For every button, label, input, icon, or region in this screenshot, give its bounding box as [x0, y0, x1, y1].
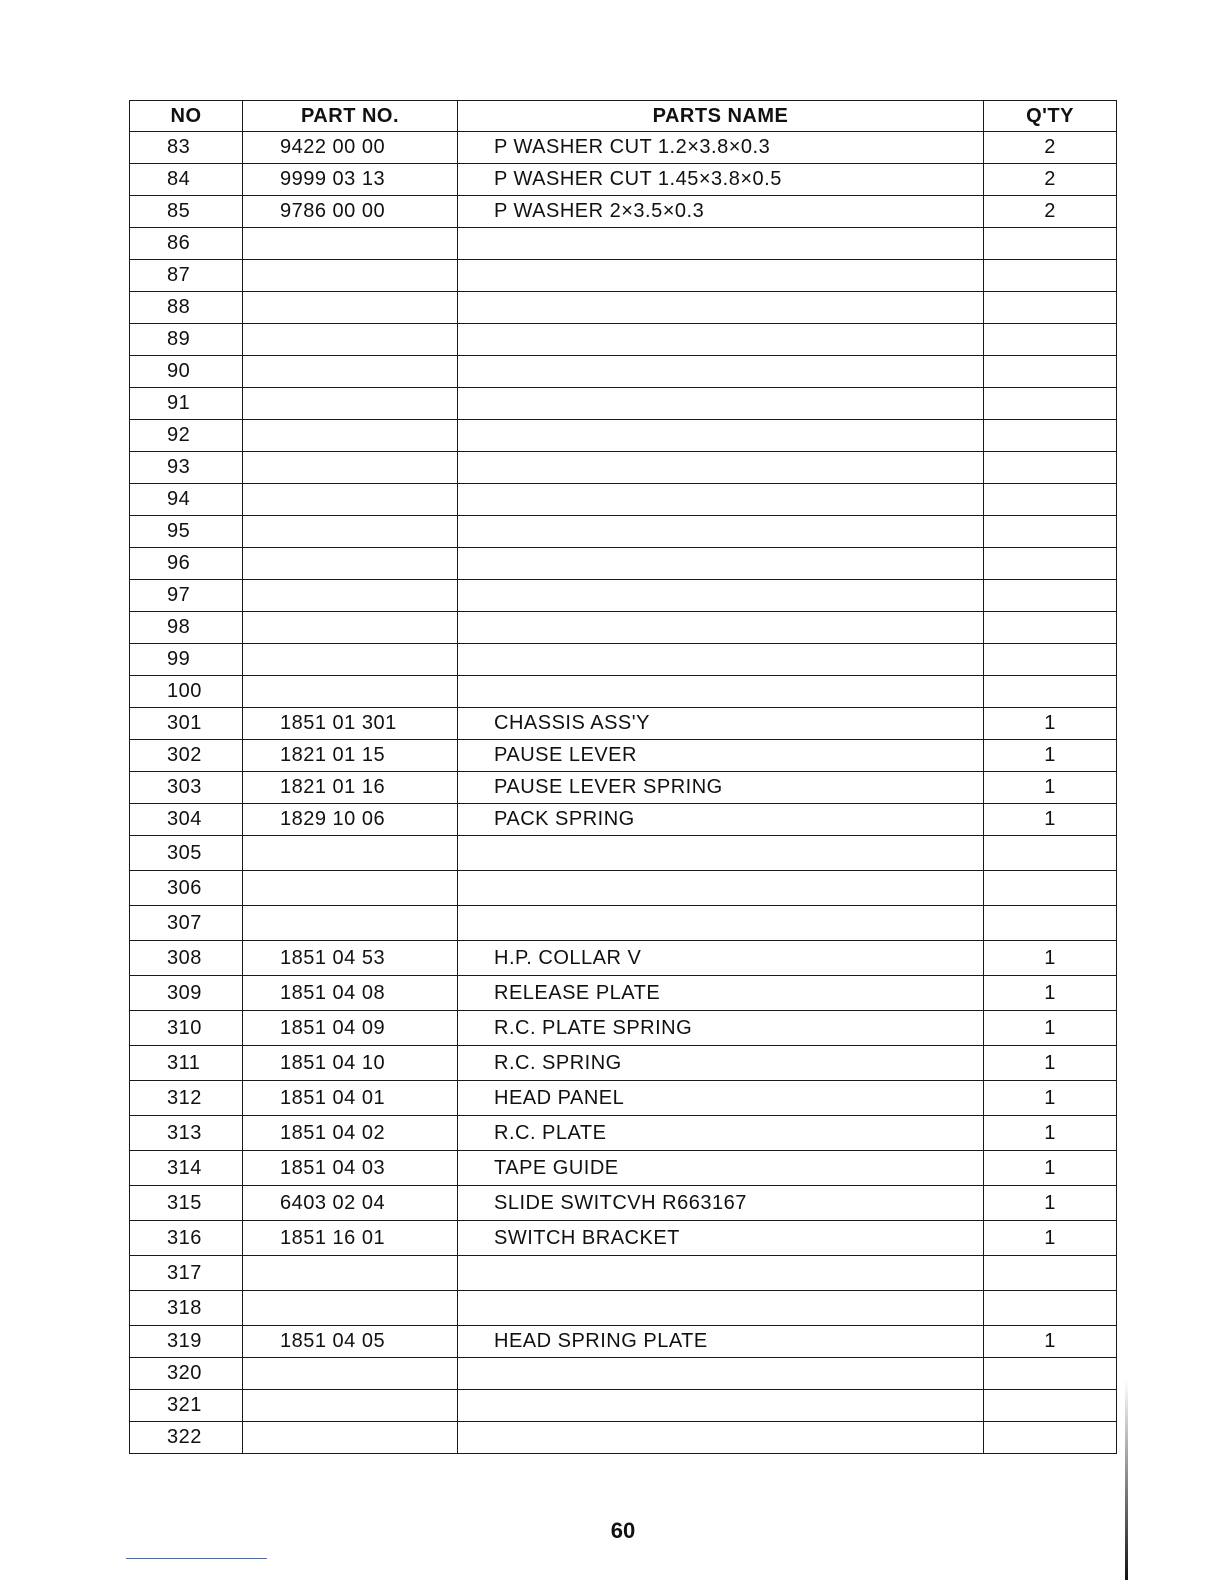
cell-qty: 1 [984, 1186, 1117, 1221]
cell-qty [984, 871, 1117, 906]
cell-qty: 2 [984, 164, 1117, 196]
cell-qty: 1 [984, 1221, 1117, 1256]
cell-part-no: 1851 01 301 [243, 708, 458, 740]
cell-parts-name [458, 484, 984, 516]
cell-part-no: 1821 01 15 [243, 740, 458, 772]
cell-parts-name: PACK SPRING [458, 804, 984, 836]
cell-parts-name [458, 871, 984, 906]
cell-parts-name [458, 906, 984, 941]
cell-part-no: 1851 04 02 [243, 1116, 458, 1151]
cell-part-no [243, 420, 458, 452]
cell-part-no [243, 1291, 458, 1326]
cell-qty [984, 1390, 1117, 1422]
cell-part-no [243, 1422, 458, 1454]
cell-part-no: 9786 00 00 [243, 196, 458, 228]
cell-qty: 1 [984, 976, 1117, 1011]
cell-parts-name: P WASHER CUT 1.45×3.8×0.5 [458, 164, 984, 196]
cell-qty [984, 548, 1117, 580]
footer-rule [126, 1558, 267, 1559]
cell-no: 91 [130, 388, 243, 420]
cell-parts-name [458, 548, 984, 580]
cell-parts-name [458, 612, 984, 644]
table-row [130, 804, 1117, 836]
cell-parts-name: TAPE GUIDE [458, 1151, 984, 1186]
table-row [130, 1422, 1117, 1454]
cell-qty [984, 324, 1117, 356]
table-row [130, 676, 1117, 708]
cell-part-no: 1829 10 06 [243, 804, 458, 836]
cell-no: 318 [130, 1291, 243, 1326]
cell-no: 95 [130, 516, 243, 548]
cell-parts-name: R.C. PLATE SPRING [458, 1011, 984, 1046]
table-row [130, 976, 1117, 1011]
cell-no: 308 [130, 941, 243, 976]
cell-no: 322 [130, 1422, 243, 1454]
cell-qty: 1 [984, 708, 1117, 740]
cell-qty [984, 228, 1117, 260]
cell-no: 315 [130, 1186, 243, 1221]
cell-parts-name [458, 356, 984, 388]
cell-no: 84 [130, 164, 243, 196]
cell-no: 321 [130, 1390, 243, 1422]
cell-parts-name [458, 1422, 984, 1454]
cell-part-no [243, 356, 458, 388]
cell-part-no [243, 484, 458, 516]
table-row [130, 1390, 1117, 1422]
cell-part-no: 1851 04 53 [243, 941, 458, 976]
cell-parts-name: R.C. PLATE [458, 1116, 984, 1151]
cell-no: 316 [130, 1221, 243, 1256]
cell-qty [984, 906, 1117, 941]
cell-part-no: 1821 01 16 [243, 772, 458, 804]
cell-part-no: 1851 04 10 [243, 1046, 458, 1081]
cell-part-no: 9422 00 00 [243, 132, 458, 164]
cell-part-no [243, 836, 458, 871]
cell-no: 88 [130, 292, 243, 324]
cell-parts-name: H.P. COLLAR V [458, 941, 984, 976]
cell-no: 317 [130, 1256, 243, 1291]
scan-edge-mark [1125, 1380, 1128, 1580]
cell-part-no: 1851 04 03 [243, 1151, 458, 1186]
cell-part-no [243, 676, 458, 708]
cell-no: 307 [130, 906, 243, 941]
table-row [130, 1221, 1117, 1256]
cell-no: 303 [130, 772, 243, 804]
cell-no: 314 [130, 1151, 243, 1186]
cell-qty [984, 580, 1117, 612]
cell-no: 83 [130, 132, 243, 164]
table-row [130, 1358, 1117, 1390]
cell-part-no: 1851 16 01 [243, 1221, 458, 1256]
page-number: 60 [610, 1518, 636, 1543]
table-row [130, 228, 1117, 260]
table-row [130, 906, 1117, 941]
table-row [130, 1151, 1117, 1186]
table-row [130, 1081, 1117, 1116]
header-part-no: PART NO. [243, 101, 458, 132]
cell-qty: 2 [984, 196, 1117, 228]
cell-part-no: 9999 03 13 [243, 164, 458, 196]
cell-qty [984, 676, 1117, 708]
cell-parts-name [458, 452, 984, 484]
cell-parts-name [458, 644, 984, 676]
cell-parts-name: HEAD SPRING PLATE [458, 1326, 984, 1358]
cell-no: 94 [130, 484, 243, 516]
cell-no: 96 [130, 548, 243, 580]
cell-no: 100 [130, 676, 243, 708]
table-row [130, 1291, 1117, 1326]
table-row [130, 516, 1117, 548]
table-row [130, 612, 1117, 644]
cell-no: 87 [130, 260, 243, 292]
cell-qty [984, 388, 1117, 420]
cell-qty [984, 836, 1117, 871]
header-no: NO [130, 101, 243, 132]
table-row [130, 941, 1117, 976]
table-row [130, 871, 1117, 906]
cell-parts-name [458, 1291, 984, 1326]
table-row [130, 420, 1117, 452]
cell-qty [984, 292, 1117, 324]
cell-qty [984, 484, 1117, 516]
header-parts-name: PARTS NAME [458, 101, 984, 132]
cell-parts-name [458, 1256, 984, 1291]
cell-no: 89 [130, 324, 243, 356]
table-row [130, 324, 1117, 356]
cell-qty [984, 1291, 1117, 1326]
cell-qty: 1 [984, 1151, 1117, 1186]
cell-qty [984, 452, 1117, 484]
table-row [130, 260, 1117, 292]
cell-part-no [243, 644, 458, 676]
cell-qty: 2 [984, 132, 1117, 164]
cell-qty: 1 [984, 1116, 1117, 1151]
cell-part-no [243, 871, 458, 906]
cell-no: 85 [130, 196, 243, 228]
cell-qty: 1 [984, 772, 1117, 804]
cell-no: 86 [130, 228, 243, 260]
table-row [130, 1256, 1117, 1291]
cell-parts-name [458, 836, 984, 871]
cell-parts-name [458, 388, 984, 420]
table-row [130, 708, 1117, 740]
cell-parts-name [458, 292, 984, 324]
table-row [130, 196, 1117, 228]
cell-no: 313 [130, 1116, 243, 1151]
cell-parts-name [458, 516, 984, 548]
cell-parts-name [458, 420, 984, 452]
cell-qty: 1 [984, 804, 1117, 836]
cell-parts-name [458, 260, 984, 292]
table-row [130, 1326, 1117, 1358]
header-qty: Q'TY [984, 101, 1117, 132]
cell-no: 320 [130, 1358, 243, 1390]
cell-parts-name: P WASHER CUT 1.2×3.8×0.3 [458, 132, 984, 164]
cell-part-no [243, 906, 458, 941]
cell-no: 305 [130, 836, 243, 871]
table-row [130, 292, 1117, 324]
cell-parts-name: PAUSE LEVER SPRING [458, 772, 984, 804]
cell-no: 306 [130, 871, 243, 906]
cell-no: 304 [130, 804, 243, 836]
cell-no: 92 [130, 420, 243, 452]
table-row [130, 1116, 1117, 1151]
cell-part-no [243, 324, 458, 356]
cell-part-no [243, 260, 458, 292]
cell-part-no: 1851 04 08 [243, 976, 458, 1011]
cell-part-no: 1851 04 01 [243, 1081, 458, 1116]
table-row [130, 740, 1117, 772]
cell-part-no [243, 388, 458, 420]
cell-qty [984, 516, 1117, 548]
cell-qty: 1 [984, 1011, 1117, 1046]
cell-qty: 1 [984, 941, 1117, 976]
table-row [130, 772, 1117, 804]
cell-part-no [243, 228, 458, 260]
cell-parts-name: P WASHER 2×3.5×0.3 [458, 196, 984, 228]
table-row [130, 644, 1117, 676]
cell-part-no [243, 1358, 458, 1390]
cell-qty [984, 644, 1117, 676]
parts-table-body [130, 132, 1117, 1454]
cell-no: 98 [130, 612, 243, 644]
cell-parts-name [458, 324, 984, 356]
cell-qty [984, 1422, 1117, 1454]
cell-part-no: 1851 04 09 [243, 1011, 458, 1046]
table-row [130, 484, 1117, 516]
cell-part-no [243, 548, 458, 580]
cell-part-no [243, 516, 458, 548]
cell-parts-name [458, 1390, 984, 1422]
table-row [130, 388, 1117, 420]
cell-qty [984, 612, 1117, 644]
cell-no: 90 [130, 356, 243, 388]
table-row [130, 1011, 1117, 1046]
table-row [130, 1046, 1117, 1081]
cell-no: 97 [130, 580, 243, 612]
cell-parts-name: PAUSE LEVER [458, 740, 984, 772]
cell-qty: 1 [984, 740, 1117, 772]
cell-qty [984, 420, 1117, 452]
cell-no: 312 [130, 1081, 243, 1116]
cell-no: 310 [130, 1011, 243, 1046]
cell-part-no [243, 612, 458, 644]
cell-parts-name [458, 676, 984, 708]
cell-no: 311 [130, 1046, 243, 1081]
table-row [130, 164, 1117, 196]
cell-parts-name: RELEASE PLATE [458, 976, 984, 1011]
cell-no: 302 [130, 740, 243, 772]
cell-part-no [243, 1390, 458, 1422]
cell-parts-name: SLIDE SWITCVH R663167 [458, 1186, 984, 1221]
cell-no: 301 [130, 708, 243, 740]
cell-qty: 1 [984, 1046, 1117, 1081]
cell-part-no: 1851 04 05 [243, 1326, 458, 1358]
cell-no: 309 [130, 976, 243, 1011]
cell-part-no [243, 292, 458, 324]
cell-parts-name [458, 1358, 984, 1390]
cell-part-no [243, 1256, 458, 1291]
cell-parts-name: R.C. SPRING [458, 1046, 984, 1081]
cell-parts-name: HEAD PANEL [458, 1081, 984, 1116]
cell-parts-name [458, 228, 984, 260]
cell-no: 319 [130, 1326, 243, 1358]
table-row [130, 356, 1117, 388]
table-row [130, 132, 1117, 164]
cell-qty: 1 [984, 1081, 1117, 1116]
table-header-row [130, 101, 1117, 132]
table-row [130, 452, 1117, 484]
cell-qty: 1 [984, 1326, 1117, 1358]
cell-parts-name [458, 580, 984, 612]
table-row [130, 1186, 1117, 1221]
cell-no: 93 [130, 452, 243, 484]
table-row [130, 836, 1117, 871]
cell-qty [984, 1358, 1117, 1390]
parts-list-table [129, 100, 1117, 1454]
table-row [130, 548, 1117, 580]
cell-parts-name: CHASSIS ASS'Y [458, 708, 984, 740]
cell-qty [984, 260, 1117, 292]
table-row [130, 580, 1117, 612]
cell-parts-name: SWITCH BRACKET [458, 1221, 984, 1256]
cell-qty [984, 356, 1117, 388]
cell-qty [984, 1256, 1117, 1291]
cell-no: 99 [130, 644, 243, 676]
cell-part-no [243, 452, 458, 484]
cell-part-no [243, 580, 458, 612]
cell-part-no: 6403 02 04 [243, 1186, 458, 1221]
